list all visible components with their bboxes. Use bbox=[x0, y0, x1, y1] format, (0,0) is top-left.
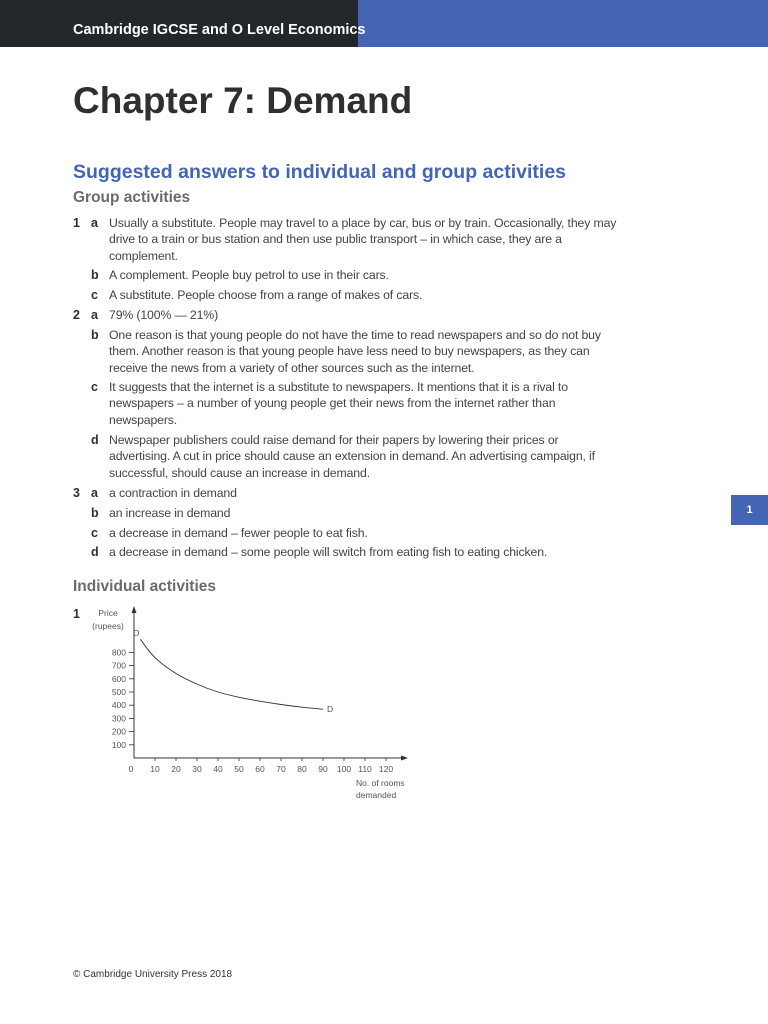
question-number: 1 bbox=[73, 607, 80, 621]
y-tick-label: 500 bbox=[111, 687, 126, 697]
x-axis-label-line: demanded bbox=[356, 790, 397, 800]
x-tick-label: 70 bbox=[276, 764, 286, 774]
answer-letter: b bbox=[91, 268, 99, 282]
x-tick-label: 10 bbox=[150, 764, 160, 774]
x-tick-label: 80 bbox=[297, 764, 307, 774]
answer-letter: d bbox=[91, 433, 99, 447]
x-tick-label: 60 bbox=[255, 764, 265, 774]
x-tick-label: 110 bbox=[358, 764, 372, 774]
answer-letter: a bbox=[91, 216, 98, 230]
answer-text: Newspaper publishers could raise demand for their papers by lowering their prices or advertising. A cut in price should cause an extension in demand. An advertising campaign, if successful, should cause an increase in demand. bbox=[109, 433, 595, 480]
demand-curve-chart bbox=[88, 603, 418, 803]
question-number: 2 bbox=[73, 308, 80, 322]
answer-text: 79% (100% — 21%) bbox=[109, 308, 219, 322]
group-activities-heading: Group activities bbox=[73, 189, 191, 206]
page-number-tab: 1 bbox=[731, 495, 768, 525]
x-tick-label: 40 bbox=[213, 764, 223, 774]
y-axis-arrow bbox=[132, 606, 137, 613]
question-number: 3 bbox=[73, 486, 80, 500]
y-tick-label: 100 bbox=[111, 739, 126, 750]
answer-text: an increase in demand bbox=[109, 506, 231, 520]
x-tick-label: 120 bbox=[378, 764, 394, 774]
answer-letter: c bbox=[91, 526, 98, 540]
answer-letter: a bbox=[91, 308, 98, 322]
demand-curve-line bbox=[140, 639, 323, 709]
individual-activities-heading: Individual activities bbox=[73, 578, 216, 595]
answer-text: It suggests that the internet is a substitute to newspapers. It mentions that it is a rival to newspapers – a number of young people get their news from the internet rather than newspapers. bbox=[109, 380, 568, 427]
x-axis-label-line: No. of rooms bbox=[356, 778, 405, 788]
question-number: 1 bbox=[73, 216, 80, 230]
y-axis-label-line: Price bbox=[98, 608, 118, 618]
answer-text: a contraction in demand bbox=[109, 486, 237, 500]
x-tick-label: 90 bbox=[318, 764, 328, 774]
answer-text: One reason is that young people do not have the time to read newspapers and so do not buy them. Another reason is that young people have less need to buy newspapers, as they can receive the news from a variety of other sources such as the internet. bbox=[109, 328, 601, 375]
copyright-footer: © Cambridge University Press 2018 bbox=[73, 969, 233, 980]
answer-text: a decrease in demand – fewer people to eat fish. bbox=[109, 526, 368, 540]
y-tick-label: 200 bbox=[111, 726, 126, 737]
y-tick-label: 300 bbox=[111, 713, 126, 724]
section-title: Suggested answers to individual and group activities bbox=[73, 161, 567, 183]
answer-letter: c bbox=[91, 288, 98, 302]
y-tick-label: 800 bbox=[111, 647, 126, 658]
x-tick-label: 20 bbox=[171, 764, 181, 774]
y-tick-label: 400 bbox=[111, 700, 126, 711]
curve-label-end: D bbox=[327, 704, 334, 715]
answer-letter: b bbox=[91, 506, 99, 520]
x-tick-label: 30 bbox=[192, 764, 202, 774]
y-tick-label: 600 bbox=[111, 673, 126, 684]
y-tick-label: 700 bbox=[111, 660, 126, 671]
answer-letter: b bbox=[91, 328, 99, 342]
answer-text: A substitute. People choose from a range of makes of cars. bbox=[109, 288, 423, 302]
answer-letter: a bbox=[91, 486, 98, 500]
answer-text: A complement. People buy petrol to use in their cars. bbox=[109, 268, 389, 282]
answer-text: Usually a substitute. People may travel to a place by car, bus or by train. Occasionally, they may drive to a train or bus station and then use public transport – in which case, they are a complement. bbox=[109, 216, 617, 263]
header-bar-accent bbox=[358, 0, 768, 47]
chapter-title: Chapter 7: Demand bbox=[73, 80, 413, 121]
x-tick-label: 50 bbox=[234, 764, 244, 774]
curve-label-start: D bbox=[133, 628, 140, 639]
answer-letter: c bbox=[91, 380, 98, 394]
answer-text: a decrease in demand – some people will switch from eating fish to eating chicken. bbox=[109, 545, 548, 559]
book-title: Cambridge IGCSE and O Level Economics bbox=[73, 22, 366, 38]
x-tick-label: 100 bbox=[336, 764, 352, 774]
y-axis-label-line: (rupees) bbox=[92, 621, 124, 631]
x-axis-arrow bbox=[401, 756, 408, 761]
answer-letter: d bbox=[91, 545, 99, 559]
origin-label: 0 bbox=[128, 764, 134, 774]
